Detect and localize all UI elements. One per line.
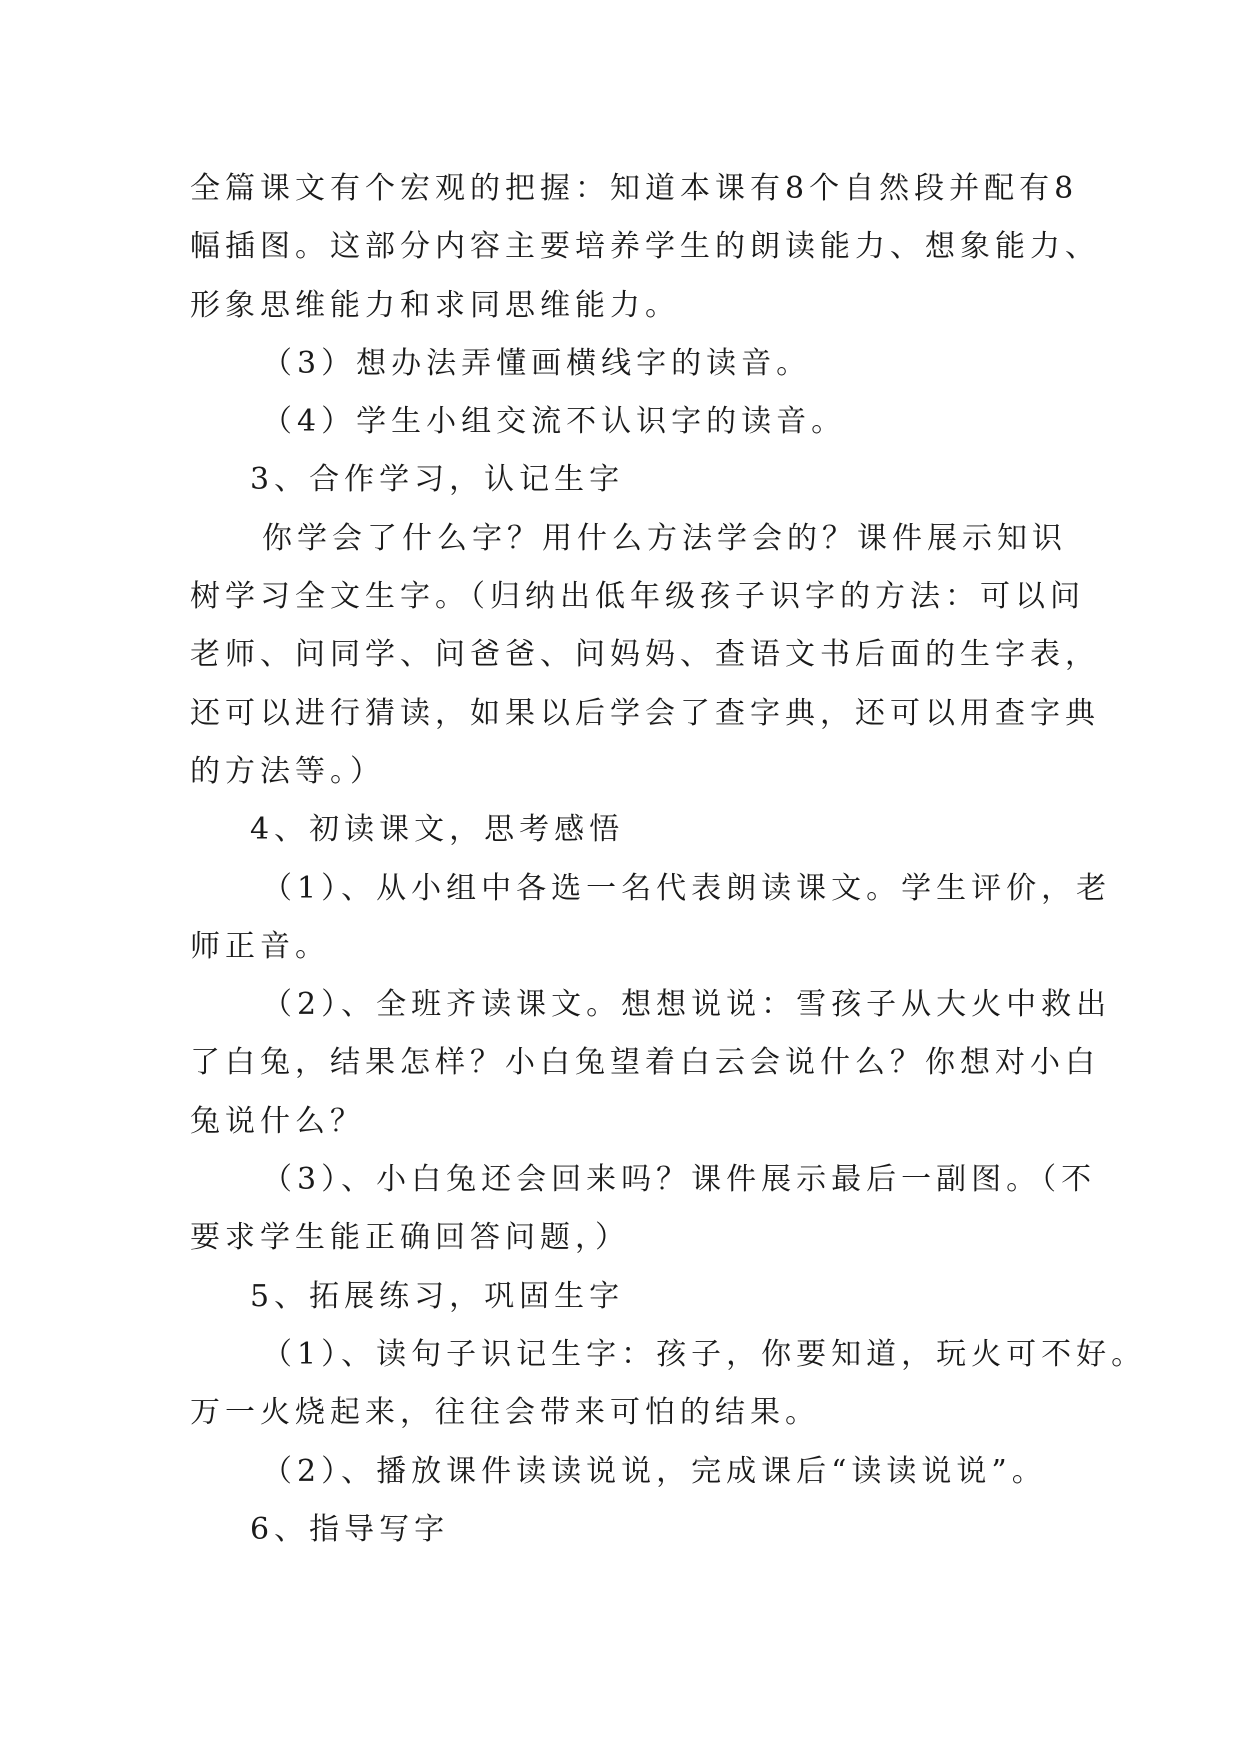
text-line: 的方法等。）: [190, 753, 385, 789]
text-line: 树学习全文生字。（归纳出低年级孩子识字的方法：可以问: [190, 579, 1085, 615]
section-heading: 5、拓展练习，巩固生字: [250, 1278, 625, 1314]
text-line: （1）、读句子识记生字：孩子，你要知道，玩火可不好。: [262, 1336, 1147, 1372]
text-line: 师正音。: [190, 928, 330, 964]
text-line: 幅插图。这部分内容主要培养学生的朗读能力、想象能力、: [190, 229, 1100, 265]
section-heading: 6、指导写字: [250, 1511, 450, 1547]
text-line: 要求学生能正确回答问题，）: [190, 1220, 630, 1256]
text-line: 兔说什么？: [190, 1103, 365, 1139]
text-line: 老师、问同学、问爸爸、问妈妈、查语文书后面的生字表，: [190, 637, 1100, 673]
text-line: （4）学生小组交流不认识字的读音。: [262, 404, 847, 440]
document-body: [190, 160, 1147, 1559]
text-line: （2）、播放课件读读说说，完成课后“读读说说”。: [262, 1453, 1047, 1489]
text-line: 了白兔，结果怎样？小白兔望着白云会说什么？你想对小白: [190, 1045, 1100, 1081]
text-line: 你学会了什么字？用什么方法学会的？课件展示知识: [262, 520, 1067, 556]
text-line: 形象思维能力和求同思维能力。: [190, 287, 680, 323]
text-line: 还可以进行猜读，如果以后学会了查字典，还可以用查字典: [190, 695, 1100, 731]
text-line: （3）想办法弄懂画横线字的读音。: [262, 345, 812, 381]
section-heading: 3、合作学习，认记生字: [250, 462, 625, 498]
text-line: （2）、全班齐读课文。想想说说：雪孩子从大火中救出: [262, 987, 1112, 1023]
text-line: （3）、小白兔还会回来吗？课件展示最后一副图。（不: [262, 1162, 1097, 1198]
section-heading: 4、初读课文，思考感悟: [250, 812, 625, 848]
text-line: （1）、从小组中各选一名代表朗读课文。学生评价，老: [262, 870, 1112, 906]
text-line: 万一火烧起来，往往会带来可怕的结果。: [190, 1395, 820, 1431]
text-line: 全篇课文有个宏观的把握：知道本课有8个自然段并配有8: [190, 171, 1079, 206]
